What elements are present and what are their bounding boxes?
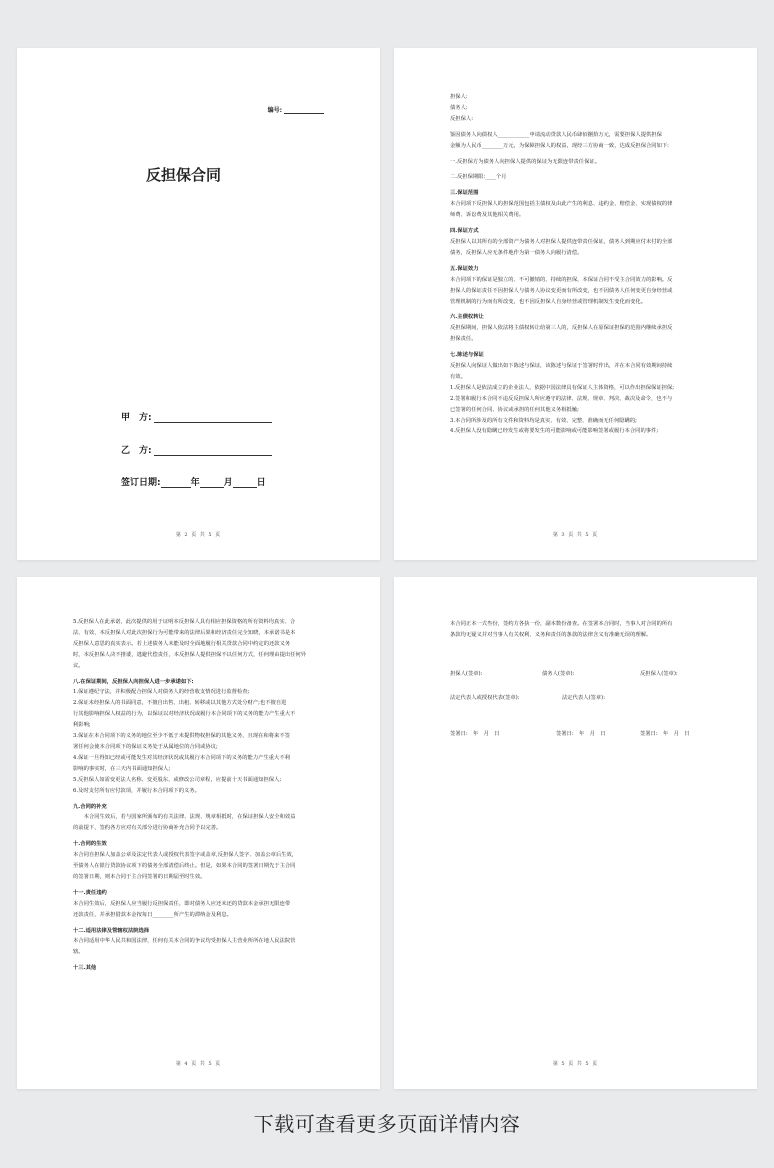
serial-number <box>268 105 324 114</box>
section-heading: 六.主债权转让 <box>450 314 484 321</box>
page-body <box>450 619 701 641</box>
text-line: 署任何会使本合同项下的保证义务处于从属地位的合同或协议; <box>73 743 218 750</box>
contract-page-3 <box>394 48 757 560</box>
text-line: 债务人: <box>450 104 468 111</box>
section-heading: 五.保证效力 <box>450 265 479 272</box>
sign-date-2: 签署日: 年 月 日 <box>556 731 606 737</box>
text-line: 有效。 <box>450 373 466 380</box>
party-a-line <box>121 410 272 423</box>
text-line: 担保责任。 <box>450 336 477 343</box>
text-line: 管理机制的行为而有所改变，也不因反担保人自身经营或管理机制发生变化而变化。 <box>450 298 646 305</box>
text-line: 6.及时支付所有应付款项，并履行本合同项下的义务。 <box>73 787 200 794</box>
page-number: 第 3 页 共 5 页 <box>552 532 599 538</box>
section-heading: 十.合同的生效 <box>73 841 107 848</box>
text-line: 2.保证未经担保人的书面同意，不擅自出售、出租、转移或以其他方式处分财产;也不擅自进 <box>73 700 287 707</box>
contract-page-5 <box>394 577 757 1089</box>
text-line: 本合同适用中华人民共和国法律，任何有关本合同的争议均受担保人主营业所所在地人民法院管 <box>73 938 296 945</box>
text-line: 还款责任，并承担借款本金按每日________所产生的滞纳金及利息。 <box>73 911 232 918</box>
serial-label: 编号: <box>267 107 282 114</box>
text-line: 利影响; <box>73 722 91 729</box>
text-line: 辖。 <box>73 949 84 956</box>
text-line: 反担保期间，担保人依法将主债权转让给第三人的，反担保人在原保证担保的范围内继续承担反 <box>450 325 673 332</box>
text-line: 反担保人: <box>450 115 473 122</box>
text-line: 3.保证在本合同项下的义务的地位至少不低于未提供物权担保的其他义务，且现在和将来不签 <box>73 733 290 740</box>
text-line: 2.签署和履行本合同不违反反担保人所应遵守的法律、法规、规章、判决、裁决及命令，也不与 <box>450 395 673 402</box>
contract-page-4 <box>17 577 380 1089</box>
cover-page <box>17 48 380 560</box>
text-line: 二.反担保期限:____个月 <box>450 174 507 181</box>
text-line: 反担保人向保证人做出如下陈述与保证，该陈述与保证于签署时作出，并在本合同有效期间持续 <box>450 363 673 370</box>
text-line: 金额为人民币________万元，为保障担保人的权益，现经三方协商一致，达成反担保合同如下: <box>450 142 669 149</box>
section-heading: 四.保证方式 <box>450 228 479 235</box>
text-line: 4.反担保人没有隐瞒已经发生或将要发生的可能影响或可能影响签署或履行本合同的事件; <box>450 428 659 435</box>
party-b-line <box>121 443 272 456</box>
text-line: 本合同生效后，反担保人应当履行反担保责任，即对债务人应还未还的贷款本金承担无限连带 <box>73 900 291 907</box>
section-heading: 十二.适用法律及管辖权法院选择 <box>73 927 150 934</box>
section-heading: 三.保证范围 <box>450 190 479 197</box>
page-number: 第 2 页 共 5 页 <box>175 532 222 538</box>
text-line: 本合同项下的保证是独立的、不可撤销的、持续的担保，本保证合同不受主合同效力的影响。反 <box>450 276 673 283</box>
text-line: 本合同项下反担保人的担保范围包括主债权及由此产生的利息、违约金、赔偿金、实现债权的律 <box>450 201 673 208</box>
text-line: 影响的事实时，在三天内书面通知担保人; <box>73 765 171 772</box>
section-heading: 十三.其他 <box>73 965 97 972</box>
counter-guarantor-signature: 反担保人(签章): <box>640 671 678 677</box>
text-line: 本合同自担保人加盖公章及法定代表人或授权代表签字或盖章,反担保人签字、加盖公章后生效, <box>73 852 294 859</box>
section-heading: 九.合同的补充 <box>73 803 107 810</box>
page-number: 第 5 页 共 5 页 <box>552 1061 599 1067</box>
text-line: 条款均无疑义并对当事人有关权利、义务和责任的条款的法律含义有准确无误的理解。 <box>450 631 652 638</box>
sign-date-3: 签署日: 年 月 日 <box>640 731 690 737</box>
page-body <box>73 617 324 974</box>
text-line: 1.保证遵纪守法，并积极配合担保人对债务人的经营收支情况进行监督检查; <box>73 689 250 696</box>
text-line: 债务，反担保人应无条件地作为第一债务人向履行清偿。 <box>450 249 583 256</box>
text-line: 担保人的保证责任不因担保人与债务人协议变更而有所改变，也不因债务人任何变更自身经营或 <box>450 287 673 294</box>
text-line: 鉴因债务人向债权人____________申请流动贷款人民币肆佰捌拾万元，需要担保人提供担保 <box>450 131 662 138</box>
text-line: 至债务人在银行贷款协议项下的债务全部清偿后终止。但是，如果本合同的签署日期先于主合同 <box>73 863 296 870</box>
text-line: 反担保人以其所有的全部资产为债务人对担保人提供连带责任保证，债务人到期应付未付的全部 <box>450 238 673 245</box>
party-a-blank <box>154 413 272 423</box>
page-body <box>450 92 701 437</box>
text-line: 时，本反担保人决不推诿，逃避代偿责任，本反担保人提供担保不以任何方式，任何理由提出任何异 <box>73 651 307 658</box>
section-heading: 七.陈述与保证 <box>450 352 484 359</box>
text-line: 本合同生效后，若与国家所颁布的有关法律、法规、规章相抵时，在保证担保人安全和效益 <box>73 814 296 821</box>
authorized-rep-signature: 法定代表人或授权代表(签章): <box>450 695 520 701</box>
text-line: 行其他影响担保人权益的行为，以保证以对经济状况或履行本合同项下的义务的能力产生重大不 <box>73 711 296 718</box>
page-number: 第 4 页 共 5 页 <box>175 1061 222 1067</box>
sign-date-line: 签订日期: 年 月 日 <box>121 478 266 488</box>
text-line: 5.反担保人如需变更法人名称、变更股东、或修改公司章程，应提前十天书面通知担保人; <box>73 776 282 783</box>
serial-blank <box>284 107 324 114</box>
text-line: 已签署的任何合同、协议或承担的任何其他义务相抵触; <box>450 406 579 413</box>
text-line: 的签署日期，则本合同于主合同签署的日期届至时生效。 <box>73 873 206 880</box>
text-line: 4.保证一旦得知已经或可能发生对其经济状况或其履行本合同项下的义务的能力产生重大不利 <box>73 754 290 761</box>
text-line: 议。 <box>73 662 84 669</box>
text-line: 本合同正本一式叁份，签约方各执一份，副本数份备查。在签署本合同时，当事人对合同的所有 <box>450 621 673 627</box>
party-b-label: 乙 方: <box>121 446 152 456</box>
text-line: 的前提下，签约各方应对有关部分进行协商补充合同予以完善。 <box>73 825 222 832</box>
party-a-label: 甲 方: <box>121 413 152 423</box>
text-line: 担保人: <box>450 94 468 100</box>
section-heading: 八.在保证期间，反担保人向担保人进一步承诺如下: <box>73 678 194 685</box>
sign-date-label: 签订日期: <box>121 478 161 488</box>
legal-rep-signature: 法定代表人(签章): <box>562 695 605 701</box>
contract-title: 反担保合同 <box>145 166 221 184</box>
text-line: 法、有效，本反担保人对此次担保行为可能带来的法律后果和经济责任完全知晓，本承诺书是本 <box>73 629 296 636</box>
text-line: 师费、诉讼费及其他相关费用。 <box>450 212 525 219</box>
text-line: 1.反担保人是依法成立的企业法人，依据中国法律具有保证人主体资格，可以作出担保保证担保; <box>450 384 675 391</box>
text-line: 3.本合同所涉及的所有文件和资料均是真实、有效、完整、准确而无任何隐瞒的; <box>450 417 637 424</box>
download-hint[interactable]: 下载可查看更多页面详情内容 <box>253 1112 521 1136</box>
sign-date-1: 签署日: 年 月 日 <box>450 731 500 737</box>
text-line: 一.反担保方为债务人向担保人提供的保证为无限连带责任保证。 <box>450 158 600 165</box>
text-line: 5.反担保人在此承诺，此次提供的用于证明本反担保人具有相应担保资格的所有资料均真实、合 <box>73 619 296 625</box>
section-heading: 十一.责任违约 <box>73 889 107 896</box>
text-line: 反担保人意思的真实表示。若上述债务人未能及时全面地履行相关贷款合同中约定的还款义务 <box>73 640 291 647</box>
debtor-signature: 债务人(签章): <box>542 671 575 677</box>
party-b-blank <box>154 446 272 456</box>
guarantor-signature: 担保人(签章): <box>450 671 483 677</box>
